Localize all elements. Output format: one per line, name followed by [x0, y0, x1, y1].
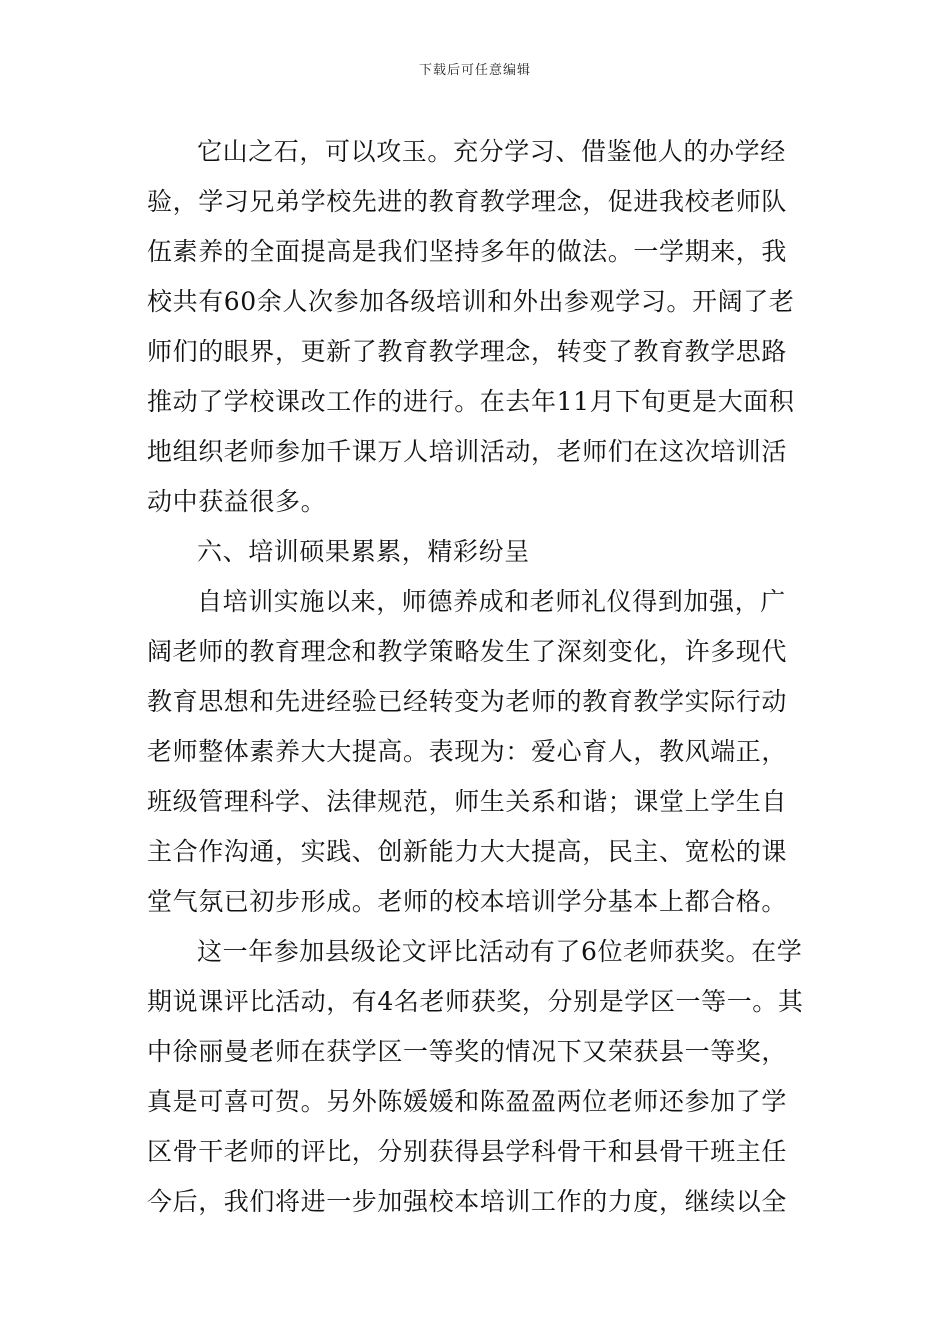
paragraph-line: 阔老师的教育理念和教学策略发生了深刻变化，许多现代	[147, 637, 788, 666]
paragraph-line: 伍素养的全面提高是我们坚持多年的做法。一学期来，我	[147, 237, 788, 266]
paragraph-line: 自培训实施以来，师德养成和老师礼仪得到加强，广	[197, 587, 786, 616]
paragraph-line: 这一年参加县级论文评比活动有了6位老师获奖。在学	[197, 937, 803, 966]
paragraph-line: 主合作沟通，实践、创新能力大大提高，民主、宽松的课	[147, 837, 788, 866]
paragraph-line: 动中获益很多。	[147, 487, 327, 516]
paragraph-line: 真是可喜可贺。另外陈媛媛和陈盈盈两位老师还参加了学	[147, 1087, 788, 1116]
paragraph-line: 堂气氛已初步形成。老师的校本培训学分基本上都合格。	[147, 887, 788, 916]
paragraph-line: 验，学习兄弟学校先进的教育教学理念，促进我校老师队	[147, 187, 788, 216]
paragraph-line: 推动了学校课改工作的进行。在去年11月下旬更是大面积	[147, 387, 795, 416]
paragraph-line: 地组织老师参加千课万人培训活动，老师们在这次培训活	[147, 437, 788, 466]
paragraph-line: 教育思想和先进经验已经转变为老师的教育教学实际行动	[147, 687, 788, 716]
paragraph-line: 校共有60余人次参加各级培训和外出参观学习。开阔了老	[147, 287, 795, 316]
page-header: 下载后可任意编辑	[418, 63, 531, 78]
document-body	[147, 127, 807, 1227]
paragraph-line: 今后，我们将进一步加强校本培训工作的力度，继续以全	[147, 1187, 788, 1216]
paragraph-line: 老师整体素养大大提高。表现为：爱心育人，教风端正，	[147, 737, 788, 766]
paragraph-line: 它山之石，可以攻玉。充分学习、借鉴他人的办学经	[197, 137, 786, 166]
paragraph-line: 区骨干老师的评比，分别获得县学科骨干和县骨干班主任	[147, 1137, 788, 1166]
section-heading: 六、培训硕果累累，精彩纷呈	[197, 537, 530, 566]
paragraph-line: 期说课评比活动，有4名老师获奖，分别是学区一等一。其	[147, 987, 804, 1016]
paragraph-line: 中徐丽曼老师在获学区一等奖的情况下又荣获县一等奖，	[147, 1037, 788, 1066]
paragraph-line: 班级管理科学、法律规范，师生关系和谐；课堂上学生自	[147, 787, 788, 816]
paragraph-line: 师们的眼界，更新了教育教学理念，转变了教育教学思路	[147, 337, 788, 366]
